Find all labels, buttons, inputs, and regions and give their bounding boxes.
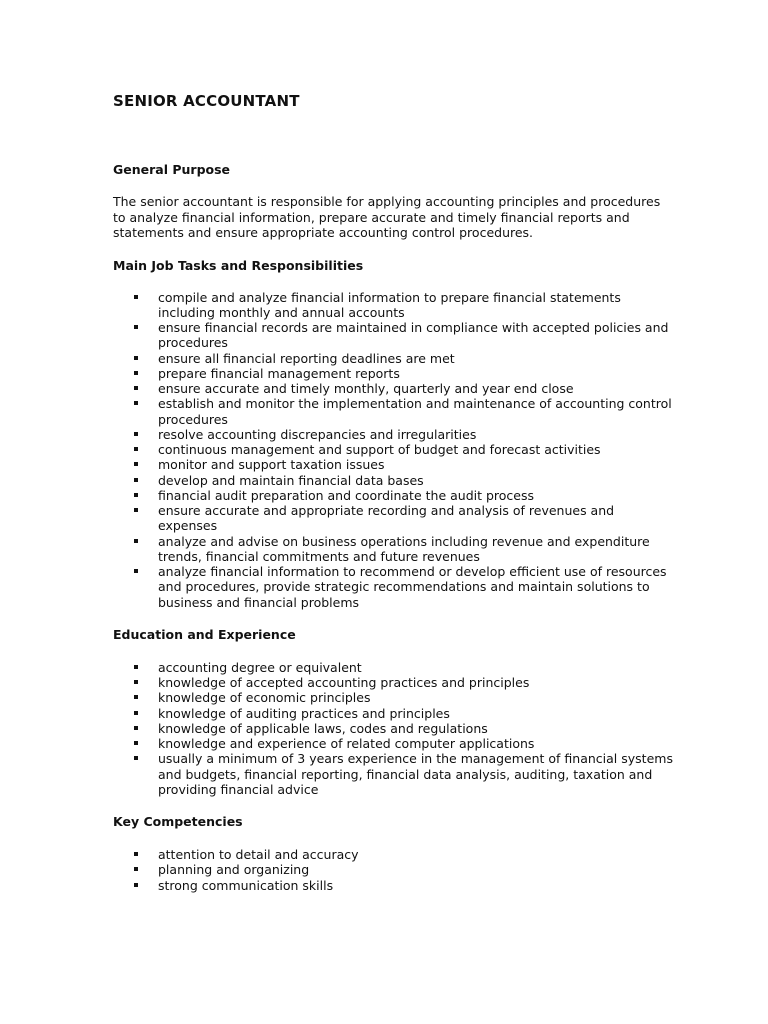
list-item-text: accounting degree or equivalent — [158, 659, 362, 675]
bullet-icon — [134, 295, 138, 299]
list-item-text: ensure accurate and appropriate recording and analysis of revenues and expenses — [158, 503, 615, 534]
section-heading-key-competencies: Key Competencies — [113, 814, 243, 829]
list-item — [113, 534, 673, 565]
tasks-list — [113, 290, 673, 610]
bullet-icon — [134, 432, 138, 436]
bullet-icon — [134, 508, 138, 512]
list-item-text: planning and organizing — [158, 862, 310, 878]
document-page — [113, 92, 673, 893]
list-item-text: ensure accurate and timely monthly, quarterly and year end close — [158, 381, 574, 396]
list-item-text: attention to detail and accuracy — [158, 847, 359, 862]
list-item-text: knowledge of auditing practices and principles — [158, 705, 450, 721]
bullet-icon — [134, 569, 138, 573]
list-item-text: compile and analyze financial information to prepare financial statements including monthly and annual accounts — [158, 289, 621, 320]
list-item — [113, 457, 673, 472]
list-item-text: knowledge of economic principles — [158, 690, 371, 706]
list-item — [113, 660, 673, 675]
bullet-icon — [134, 447, 138, 451]
bullet-icon — [134, 401, 138, 405]
list-item — [113, 396, 673, 427]
bullet-icon — [134, 852, 138, 856]
bullet-icon — [134, 665, 138, 669]
bullet-icon — [134, 539, 138, 543]
list-item-text: financial audit preparation and coordinate the audit process — [158, 487, 535, 503]
bullet-icon — [134, 462, 138, 466]
list-item — [113, 675, 673, 690]
bullet-icon — [134, 325, 138, 329]
list-item — [113, 473, 673, 488]
list-item-text: knowledge of accepted accounting practices and principles — [158, 675, 530, 690]
list-item-text: ensure financial records are maintained in compliance with accepted policies and procedures — [158, 320, 669, 351]
list-item-text: prepare financial management reports — [158, 365, 400, 381]
list-item — [113, 736, 673, 751]
bullet-icon — [134, 493, 138, 497]
competencies-list — [113, 847, 673, 893]
list-item — [113, 564, 673, 610]
list-item — [113, 442, 673, 457]
list-item-text: knowledge and experience of related computer applications — [158, 736, 535, 751]
section-heading-education-experience: Education and Experience — [113, 626, 296, 642]
list-item — [113, 706, 673, 721]
bullet-icon — [134, 741, 138, 745]
list-item — [113, 320, 673, 351]
education-list — [113, 660, 673, 797]
bullet-icon — [134, 386, 138, 390]
list-item — [113, 427, 673, 442]
list-item — [113, 751, 673, 797]
list-item — [113, 381, 673, 396]
list-item — [113, 847, 673, 862]
bullet-icon — [134, 695, 138, 699]
list-item-text: monitor and support taxation issues — [158, 457, 385, 473]
document-title: SENIOR ACCOUNTANT — [113, 92, 300, 110]
list-item-text: resolve accounting discrepancies and irregularities — [158, 426, 477, 442]
list-item-text: knowledge of applicable laws, codes and regulations — [158, 720, 488, 736]
bullet-icon — [134, 371, 138, 375]
bullet-icon — [134, 711, 138, 715]
list-item-text: ensure all financial reporting deadlines are met — [158, 350, 455, 366]
section-heading-general-purpose: General Purpose — [113, 162, 231, 177]
list-item — [113, 488, 673, 503]
bullet-icon — [134, 883, 138, 887]
list-item — [113, 721, 673, 736]
list-item-text: establish and monitor the implementation and maintenance of accounting control procedures — [158, 396, 672, 427]
list-item-text: analyze financial information to recommend or develop efficient use of resources and procedures, provide strategic recommendations and maintain solutions to business and financial problems — [158, 564, 667, 610]
list-item — [113, 366, 673, 381]
list-item — [113, 290, 673, 321]
list-item — [113, 503, 673, 534]
bullet-icon — [134, 726, 138, 730]
list-item — [113, 351, 673, 366]
list-item-text: develop and maintain financial data bases — [158, 472, 424, 488]
bullet-icon — [134, 867, 138, 871]
general-purpose-paragraph: The senior accountant is responsible for applying accounting principles and procedures to analyze financial information, prepare accurate and timely financial reports and statements and ensure appropriate accounting control procedures. — [113, 194, 661, 240]
section-heading-main-job-tasks: Main Job Tasks and Responsibilities — [113, 257, 364, 273]
list-item-text: continuous management and support of budget and forecast activities — [158, 442, 601, 457]
list-item-text: usually a minimum of 3 years experience in the management of financial systems and budgets, financial reporting, financial data analysis, auditing, taxation and providing financial advice — [158, 751, 673, 797]
bullet-icon — [134, 680, 138, 684]
bullet-icon — [134, 356, 138, 360]
list-item-text: analyze and advise on business operations including revenue and expenditure trends, financial commitments and future revenues — [158, 533, 650, 564]
bullet-icon — [134, 756, 138, 760]
bullet-icon — [134, 478, 138, 482]
list-item — [113, 862, 673, 877]
list-item-text: strong communication skills — [158, 877, 334, 893]
list-item — [113, 690, 673, 705]
list-item — [113, 878, 673, 893]
